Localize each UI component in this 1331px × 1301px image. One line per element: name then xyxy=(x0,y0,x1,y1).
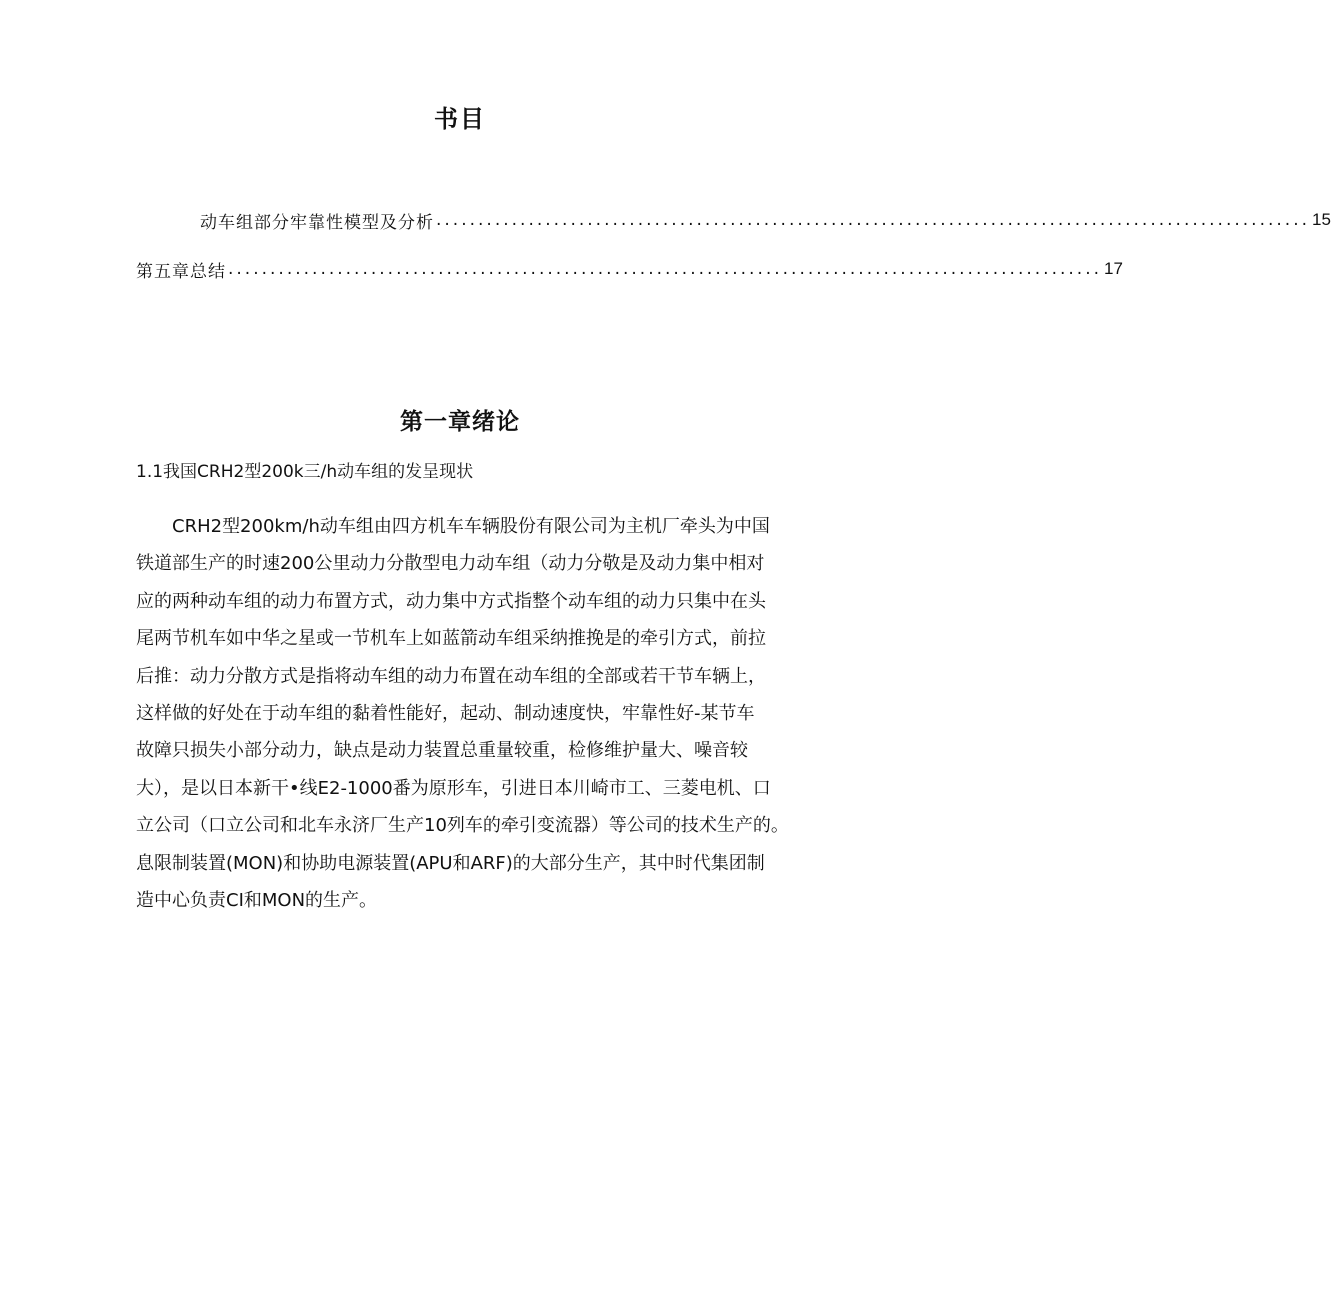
body-line: 铁道部生产的时速200公里动力分散型电力动车组（动力分敬是及动力集中相对 xyxy=(136,553,765,575)
chapter-title: 第一章绪论 xyxy=(400,409,520,435)
body-line: 尾两节机车如中华之星或一节机车上如蓝箭动车组采纳推挽是的牵引方式，前拉 xyxy=(136,628,766,650)
toc-entry-page: 17 xyxy=(1104,259,1123,278)
toc-entry-page: 15 xyxy=(1312,210,1331,229)
body-line: 造中心负责CI和MON的生产。 xyxy=(136,889,378,911)
body-line: 后推：动力分散方式是指将动车组的动力布置在动车组的全部或若干节车辆上， xyxy=(136,665,766,687)
body-line: 大），是以日本新干•线E2-1000番为原形车，引进日本川崎市工、三菱电机、口 xyxy=(136,777,771,799)
toc-entry-label: 动车组部分牢靠性模型及分析 xyxy=(200,212,434,233)
toc-entry-label: 第五章总结 xyxy=(136,261,226,282)
body-line: 这样做的好处在于动车组的黏着性能好，起动、制动速度快，牢靠性好-某节车 xyxy=(136,702,755,724)
toc-leader-dots: ........................................................................................................ xyxy=(436,210,1310,230)
toc-entry[interactable] xyxy=(200,207,1331,233)
body-line: 息限制装置(MON)和协助电源装置(APU和ARF)的大部分生产，其中时代集团制 xyxy=(136,852,765,874)
toc-title: 书目 xyxy=(434,105,486,133)
body-line: 立公司（口立公司和北车永济厂生产10列车的牵引变流器）等公司的技术生产的。 xyxy=(136,815,789,837)
section-heading: 1.1我国CRH2型200k三/h动车组的发呈现状 xyxy=(136,462,474,482)
body-line: 故障只损失小部分动力，缺点是动力装置总重量较重，检修维护量大、噪音较 xyxy=(136,740,748,762)
toc-leader-dots: ........................................................................................................ xyxy=(228,259,1102,279)
body-line: 应的两种动车组的动力布置方式，动力集中方式指整个动车组的动力只集中在头 xyxy=(136,590,766,612)
body-line: CRH2型200km/h动车组由四方机车车辆股份有限公司为主机厂牵头为中国 xyxy=(172,516,770,537)
body-paragraph xyxy=(136,508,789,919)
toc-entry[interactable] xyxy=(136,256,1123,282)
